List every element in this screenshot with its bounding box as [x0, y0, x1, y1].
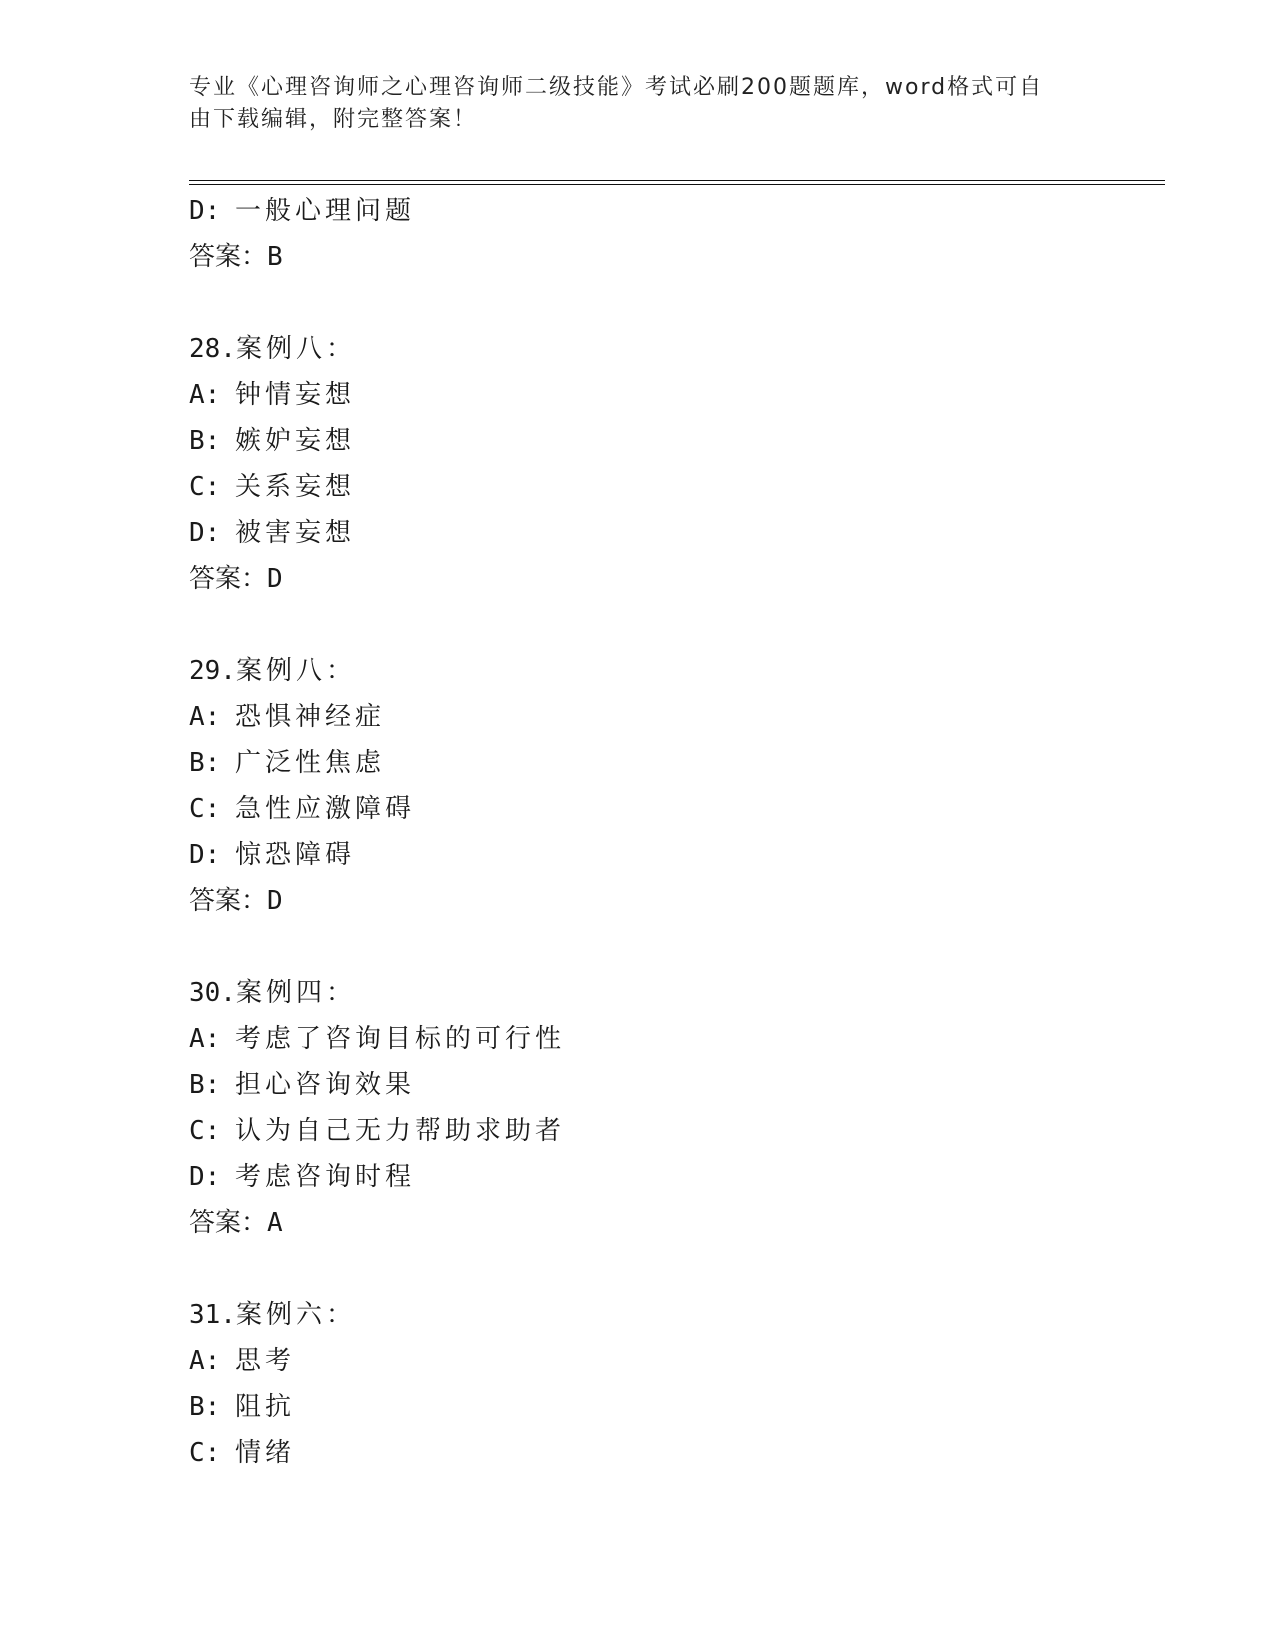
option-letter: C: [189, 794, 221, 824]
option-letter: B: [189, 1392, 221, 1422]
option-letter: A: [189, 702, 221, 732]
answer-value: B [267, 242, 283, 272]
option-text: 广泛性焦虑 [235, 748, 386, 778]
header-line-1: 专业《心理咨询师之心理咨询师二级技能》考试必刷200题题库，word格式可自 [189, 75, 1044, 100]
option-text: 阻抗 [235, 1392, 296, 1422]
option-text: 一般心理问题 [235, 196, 416, 226]
spacer [189, 602, 1165, 648]
option-letter: C: [189, 1438, 221, 1468]
option-text: 恐惧神经症 [235, 702, 386, 732]
option-c [189, 1430, 1165, 1476]
answer-line [189, 1200, 1165, 1246]
option-c [189, 1108, 1165, 1154]
option-letter: D: [189, 196, 221, 226]
answer-value: D [267, 886, 283, 916]
option-text: 认为自己无力帮助求助者 [235, 1116, 566, 1146]
option-a [189, 694, 1165, 740]
question-text: 案例四： [235, 978, 356, 1008]
option-d [189, 188, 1165, 234]
answer-value: D [267, 564, 283, 594]
header-line-2: 由下载编辑，附完整答案！ [189, 107, 478, 132]
answer-line [189, 234, 1165, 280]
spacer [189, 924, 1165, 970]
option-text: 思考 [235, 1346, 296, 1376]
answer-value: A [267, 1208, 283, 1238]
question-text: 案例六： [235, 1300, 356, 1330]
option-text: 被害妄想 [235, 518, 356, 548]
question-title [189, 648, 1165, 694]
option-d [189, 1154, 1165, 1200]
answer-label: 答案： [189, 886, 268, 916]
option-text: 情绪 [235, 1438, 296, 1468]
option-letter: B: [189, 1070, 221, 1100]
answer-line [189, 878, 1165, 924]
option-letter: C: [189, 472, 221, 502]
option-text: 急性应激障碍 [235, 794, 416, 824]
option-a [189, 372, 1165, 418]
answer-label: 答案： [189, 1208, 268, 1238]
question-number: 29. [189, 656, 236, 686]
answer-label: 答案： [189, 242, 268, 272]
question-list [189, 188, 1165, 1476]
header-double-rule [189, 180, 1165, 185]
question-title [189, 326, 1165, 372]
option-d [189, 510, 1165, 556]
question-title [189, 970, 1165, 1016]
question-number: 31. [189, 1300, 236, 1330]
option-letter: A: [189, 380, 221, 410]
question-number: 30. [189, 978, 236, 1008]
option-letter: A: [189, 1024, 221, 1054]
option-text: 惊恐障碍 [235, 840, 356, 870]
question-text: 案例八： [235, 334, 356, 364]
option-letter: D: [189, 1162, 221, 1192]
option-b [189, 418, 1165, 464]
option-text: 关系妄想 [235, 472, 356, 502]
option-c [189, 464, 1165, 510]
question-title [189, 1292, 1165, 1338]
option-letter: B: [189, 748, 221, 778]
option-a [189, 1338, 1165, 1384]
answer-line [189, 556, 1165, 602]
option-text: 担心咨询效果 [235, 1070, 416, 1100]
question-number: 28. [189, 334, 236, 364]
option-letter: D: [189, 840, 221, 870]
option-text: 嫉妒妄想 [235, 426, 356, 456]
option-letter: D: [189, 518, 221, 548]
answer-label: 答案： [189, 564, 268, 594]
question-text: 案例八： [235, 656, 356, 686]
option-b [189, 740, 1165, 786]
option-text: 考虑咨询时程 [235, 1162, 416, 1192]
option-letter: C: [189, 1116, 221, 1146]
page-header [189, 72, 1089, 136]
option-d [189, 832, 1165, 878]
option-b [189, 1062, 1165, 1108]
spacer [189, 280, 1165, 326]
option-letter: B: [189, 426, 221, 456]
option-c [189, 786, 1165, 832]
option-a [189, 1016, 1165, 1062]
option-letter: A: [189, 1346, 221, 1376]
option-text: 考虑了咨询目标的可行性 [235, 1024, 566, 1054]
option-text: 钟情妄想 [235, 380, 356, 410]
spacer [189, 1246, 1165, 1292]
option-b [189, 1384, 1165, 1430]
